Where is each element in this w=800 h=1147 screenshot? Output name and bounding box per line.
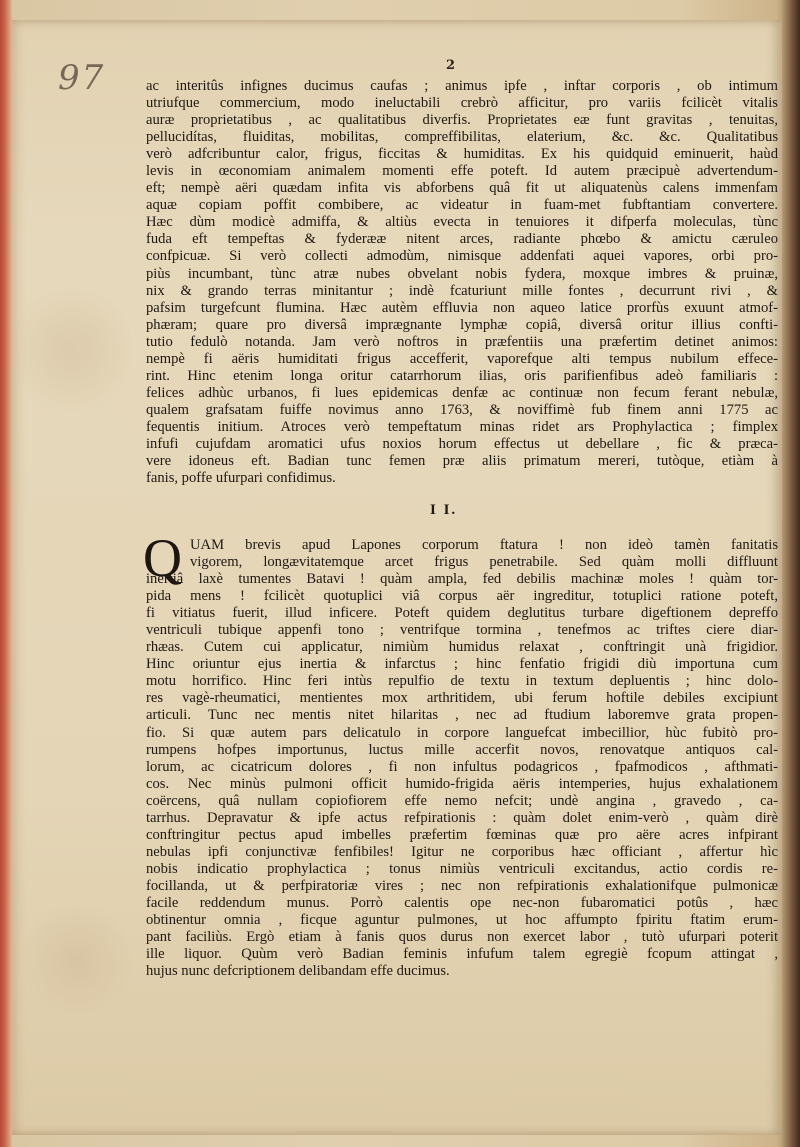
text-line: pant faciliùs. Ergò etiam à fanis quos durus non exercet labor , tutò ufurpari poterit xyxy=(146,929,778,946)
text-line: qualem grafsatam fuiffe novimus anno 1763, & noviffimè fub finem anni 1775 ac xyxy=(146,401,778,418)
text-line: cos. Nec minùs pulmoni officit humido-frigida aëris intemperies, hujus exhalationem xyxy=(146,775,778,792)
text-line: auræ proprietatibus , ac qualitatibus diverfis. Proprietates eæ funt gravitas , tenuitas, xyxy=(146,112,778,129)
text-line: pellucidítas, fluiditas, mobilitas, compreffibilitas, elaterium, &c. &c. Qualitatibus xyxy=(146,129,778,146)
text-line: fio. Si quæ autem pars delicatulo in corpore languefcat imbecillior, hùc fubitò pro- xyxy=(146,724,778,741)
text-line: utriufque commercium, modo ineluctabili crebrò afficitur, pro variis fcilicèt vitalis xyxy=(146,95,778,112)
text-line: ventriculi tubique appenfi tono ; ventrifque tormina , tenefmos ac triftes ciere diar- xyxy=(146,622,778,639)
paper-stain xyxy=(22,900,132,1020)
text-line: ac interitûs infignes ducimus caufas ; animus ipfe , inftar corporis , ob intimum xyxy=(146,78,778,94)
text-line: Hinc oriuntur ejus inertia & infarctus ; hinc fenfatio frigidi diù importuna cum xyxy=(146,656,778,673)
text-line: pafsim turgefcunt flumina. Hæc autèm effluvia non aqueo latice prorfùs exuunt atmof- xyxy=(146,299,778,316)
page-binding-edge xyxy=(0,0,12,1147)
text-line: levis in œconomiam animalem momenti effe poteft. Id autem præcipuè advertendum- xyxy=(146,163,778,180)
text-line: articuli. Tunc nec mentis nitet hilaritas , nec ad ftudium laboremve grata propen- xyxy=(146,707,778,724)
text-line: confpicuæ. Si verò collecti admodùm, nimisque addenfati aquei vapores, orbi pro- xyxy=(146,248,778,265)
page-number: 2 xyxy=(446,58,456,73)
text-line: coërcens, quâ nullam copiofiorem effe nemo nefcit; undè angina , gravedo , ca- xyxy=(146,792,778,809)
text-line: piùs incumbant, tùnc atræ nubes obvelant nobis fydera, moxque imbres & pruinæ, xyxy=(146,265,778,282)
text-line: vigorem, longævitatemque arcet frigus penetrabile. Sed quàm molli diffluunt xyxy=(190,554,778,571)
text-line: infufi cujufdam aromatici ufus noxios horum effectus ut debellare , fic & præca- xyxy=(146,435,778,452)
page-gutter-shadow xyxy=(782,0,800,1147)
text-line: phæram; quare pro diversâ imprægnante lymphæ copiâ, diversâ oritur illius confti- xyxy=(146,316,778,333)
text-line: res vagè-rheumatici, mentientes mox arthritidem, ubi ferum hoftile debiles excipiunt xyxy=(146,690,778,707)
text-line: nobis indicatio prophylactica ; tonus nimiùs ventriculi excitandus, actio cordis re- xyxy=(146,860,778,877)
text-line: tutio fedulò notanda. Jam verò noftros in præfentiis una præfertim detinet animos: xyxy=(146,333,778,350)
handwritten-folio-mark: 97 xyxy=(58,58,106,98)
text-line: UAM brevis apud Lapones corporum ftatura ! non ideò tamèn fanitatis xyxy=(190,537,778,553)
text-line: fuda eft tempeftas & fyderææ nitent arces, radiante phœbo & amictu cæruleo xyxy=(146,231,778,248)
text-line: pida mens ! fcilicèt quotuplici viâ corpus aër ingreditur, totuplici ratione poteft, xyxy=(146,588,778,605)
text-line: hujus nunc defcriptionem delibandam effe ducimus. xyxy=(146,963,450,980)
text-line: conftringitur pectus apud imbelles præfertim fœminas quæ pro aëre acres infpirant xyxy=(146,826,778,843)
section-heading: I I. xyxy=(430,502,458,518)
text-line: rhæas. Cutem cui applicatur, nimiùm humidus relaxat , conftringit unà frigidior. xyxy=(146,639,778,656)
text-line: focillanda, ut & perfpiratoriæ vires ; nec non refpirationis exhalationifque pulmonicæ xyxy=(146,877,778,894)
text-line: inertiâ laxè tumentes Batavi ! quàm ampla, fed debilis machinæ moles ! quàm tor- xyxy=(146,571,778,588)
text-line: fequentis initium. Atroces verò tempeftatum minas ridet ars Prophylactica ; fimplex xyxy=(146,418,778,435)
text-line: rint. Hinc etenim longa oritur catarrhorum ilias, oris parifienfibus adeò familiaris : xyxy=(146,367,778,384)
text-line: fanis, poffe ufurpari confidimus. xyxy=(146,470,336,487)
text-line: ille liquor. Quùm verò Badian feminis infufum talem egregiè fcopum attingat , xyxy=(146,946,778,963)
text-line: vere idoneus eft. Badian tunc femen præ aliis primatum mereri, tutòque, etiàm à xyxy=(146,453,778,470)
text-line: fi vitiatus fuerit, illud inficere. Poteft quidem deglutitus turbare digeftionem depreffo xyxy=(146,605,778,622)
text-line: lorum, ac cicatricum dolores , fi non infultus podagricos , fpafmodicos , afthmati- xyxy=(146,758,778,775)
paragraph-2 xyxy=(146,537,778,980)
text-line: nebulas ipfi conjunctivæ fenfibiles! Igitur ne corporibus hæc officiant , affertur hìc xyxy=(146,843,778,860)
text-line: nempè fi aëris humiditati frigus accefferit, vaporefque alti tempus nubilum effece- xyxy=(146,350,778,367)
text-line: rumpens hofpes importunus, luctus mille accerfit novos, renovatque antiquos cal- xyxy=(146,741,778,758)
text-line: aquæ copiam poffit combibere, ac videatur in fuam-met fubftantiam convertere. xyxy=(146,197,778,214)
text-line: facile reddendum munus. Porrò calentis ope nec-non fubaromatici potûs , hæc xyxy=(146,894,778,911)
text-line: Hæc dùm modicè admiffa, & altiùs evecta in tenuiores it difperfa moleculas, tùnc xyxy=(146,214,778,231)
drop-cap: Q xyxy=(143,528,182,588)
text-line: verò adfcribuntur calor, frigus, ficcitas & humiditas. Ex his quidquid eminuerit, haùd xyxy=(146,146,778,163)
text-line: obtinentur omnia , ficque aguntur pulmones, ut hoc affumpto fpiritu ftatim erum- xyxy=(146,912,778,929)
paragraph-1 xyxy=(146,78,778,487)
text-line: nix & grando terras minitantur ; indè fcaturiunt mille fontes , decurrunt rivi , & xyxy=(146,282,778,299)
text-line: motu horrifico. Hinc feri intùs repulfio de textu in textum depluentis ; hinc dolo- xyxy=(146,673,778,690)
paper-stain xyxy=(12,280,132,420)
text-line: tarrhus. Depravatur & ipfe actus refpirationis : quàm dolet enim-verò , quàm dirè xyxy=(146,809,778,826)
text-line: felices adhùc urbanos, fi lues epidemicas denfæ ac continuæ non fecum ferant nebulæ, xyxy=(146,384,778,401)
text-line: eft; nempè aëri quædam infita vis abforbens quâ fit ut aliquatenùs calens immenfam xyxy=(146,180,778,197)
